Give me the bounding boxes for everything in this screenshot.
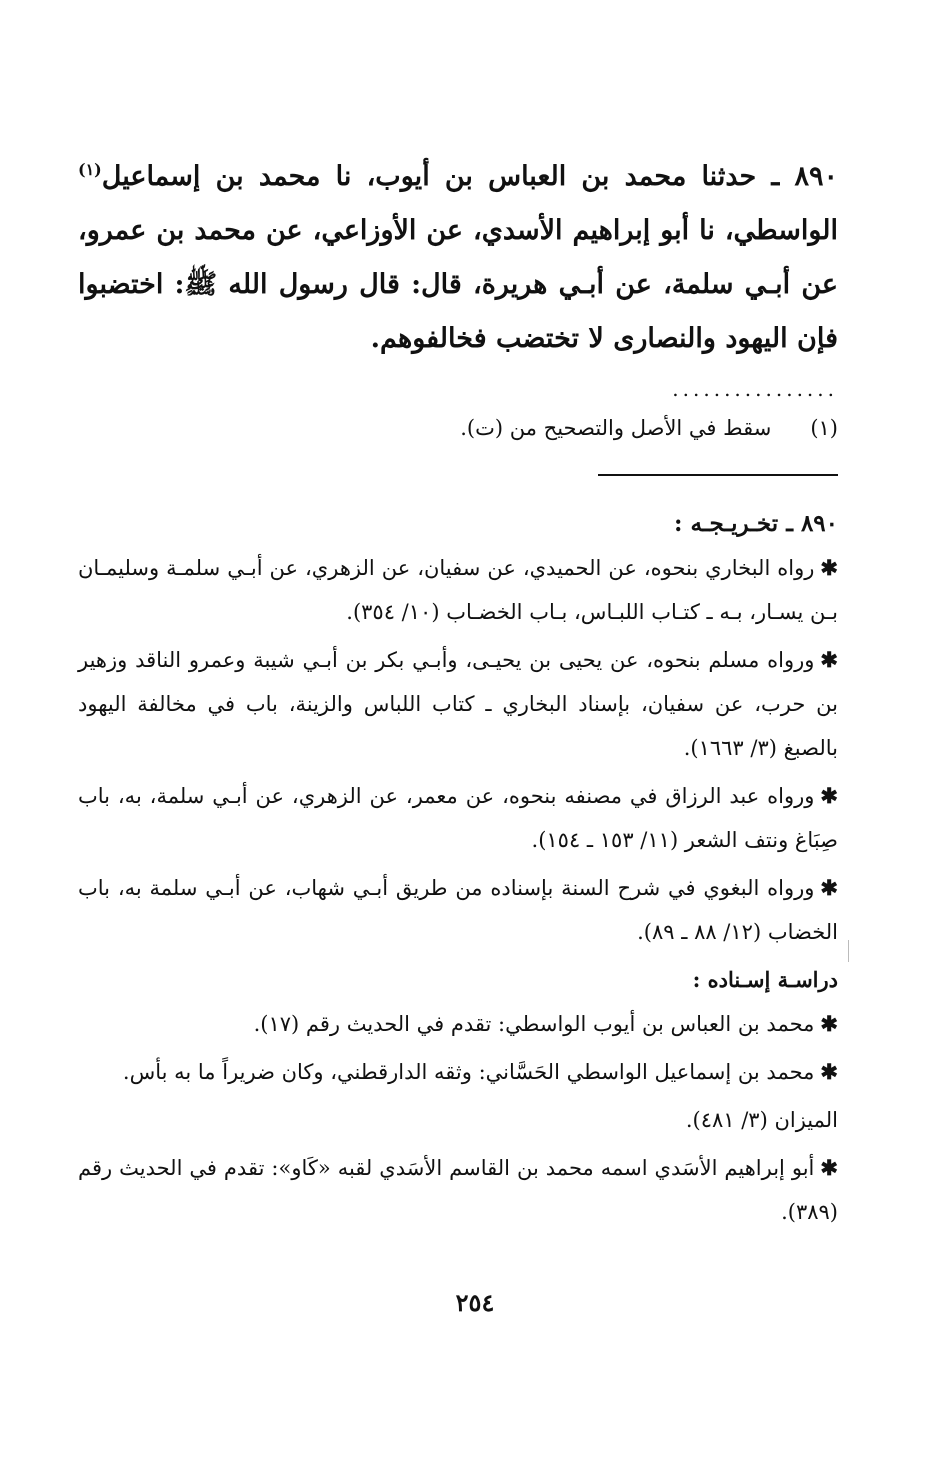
star-icon: ✱ [820,555,838,580]
dirasa-paragraph: ✱أبو إبراهيم الأسَدي اسمه محمد بن القاسم الأسَدي لقبه «كَاو»: تقدم في الحديث رقم (٣٨٩). [78,1155,839,1224]
hadith-number: ٨٩٠ ـ [771,161,839,192]
star-icon: ✱ [820,1011,838,1036]
hadith-text [78,150,838,366]
footnote-mark: (١) [810,416,838,440]
takhrij-paragraph: ✱ورواه البغوي في شرح السنة بإسناده من طريق أبـي شهاب، عن أبـي سلمة به، باب الخضاب (١٢/ ٨٨ ـ ٨٩). [78,875,838,944]
separator-dots: ................ [672,377,838,401]
takhrij-paragraph: ✱ورواه مسلم بنحوه، عن يحيى بن يحيـى، وأبـي بكر بن أبـي شيبة وعمرو الناقد وزهير بن حرب، عن سفيان، بإسناد البخاري ـ كتاب اللباس والزينة، باب في مخالفة اليهود بالصبغ (٣/ ١٦٦٣). [78,647,838,760]
takhrij-paragraph: ✱رواه البخاري بنحوه، عن الحميدي، عن سفيان، عن الزهري، عن أبـي سلمـة وسليمـان بـن يسـار، بـه ـ كتـاب اللبـاس، بـاب الخضـاب (١٠/ ٣٥٤). [78,555,838,624]
star-icon: ✱ [820,783,838,808]
takhrij-heading: ٨٩٠ ـ تخـريـجـه : [673,510,838,537]
star-icon: ✱ [820,1059,838,1084]
hadith-text-part1: حدثنا محمد بن العباس بن أيوب، نا محمد بن إسماعيل [101,161,757,192]
star-icon: ✱ [820,1155,839,1180]
dirasa-paragraph: ✱محمد بن إسماعيل الواسطي الحَسَّاني: وثقه الدارقطني، وكان ضريراً ما به بأس. [122,1059,838,1084]
dirasa-paragraph: ✱محمد بن العباس بن أيوب الواسطي: تقدم في الحديث رقم (١٧). [253,1011,838,1036]
scan-margin-mark [848,940,849,962]
section-divider [598,474,838,476]
footnote-text: سقط في الأصل والتصحيح من (ت). [460,416,772,440]
star-icon: ✱ [820,647,838,672]
footnote [78,408,838,448]
footnote-reference: (١) [78,160,102,179]
page-number: ٢٥٤ [455,1288,495,1317]
dirasa-heading: دراسـة إسـناده : [692,967,838,992]
page-body [78,150,838,1238]
takhrij-paragraph: ✱ورواه عبد الرزاق في مصنفه بنحوه، عن معمر، عن الزهري، عن أبـي سلمة، به، باب صِبَاغ ونتف الشعر (١١/ ١٥٣ ـ ١٥٤). [78,783,838,852]
mizan-reference: الميزان (٣/ ٤٨١). [685,1108,838,1132]
star-icon: ✱ [820,875,838,900]
hadith-text-part2: الواسطي، نا أبو إبراهيم الأسدي، عن الأوزاعي، عن محمد بن عمرو، عن أبـي سلمة، عن أبـي هريرة، قال: قال رسول الله ﷺ: اختضبوا فإن اليهود والنصارى لا تختضب فخالفوهم. [78,215,838,354]
